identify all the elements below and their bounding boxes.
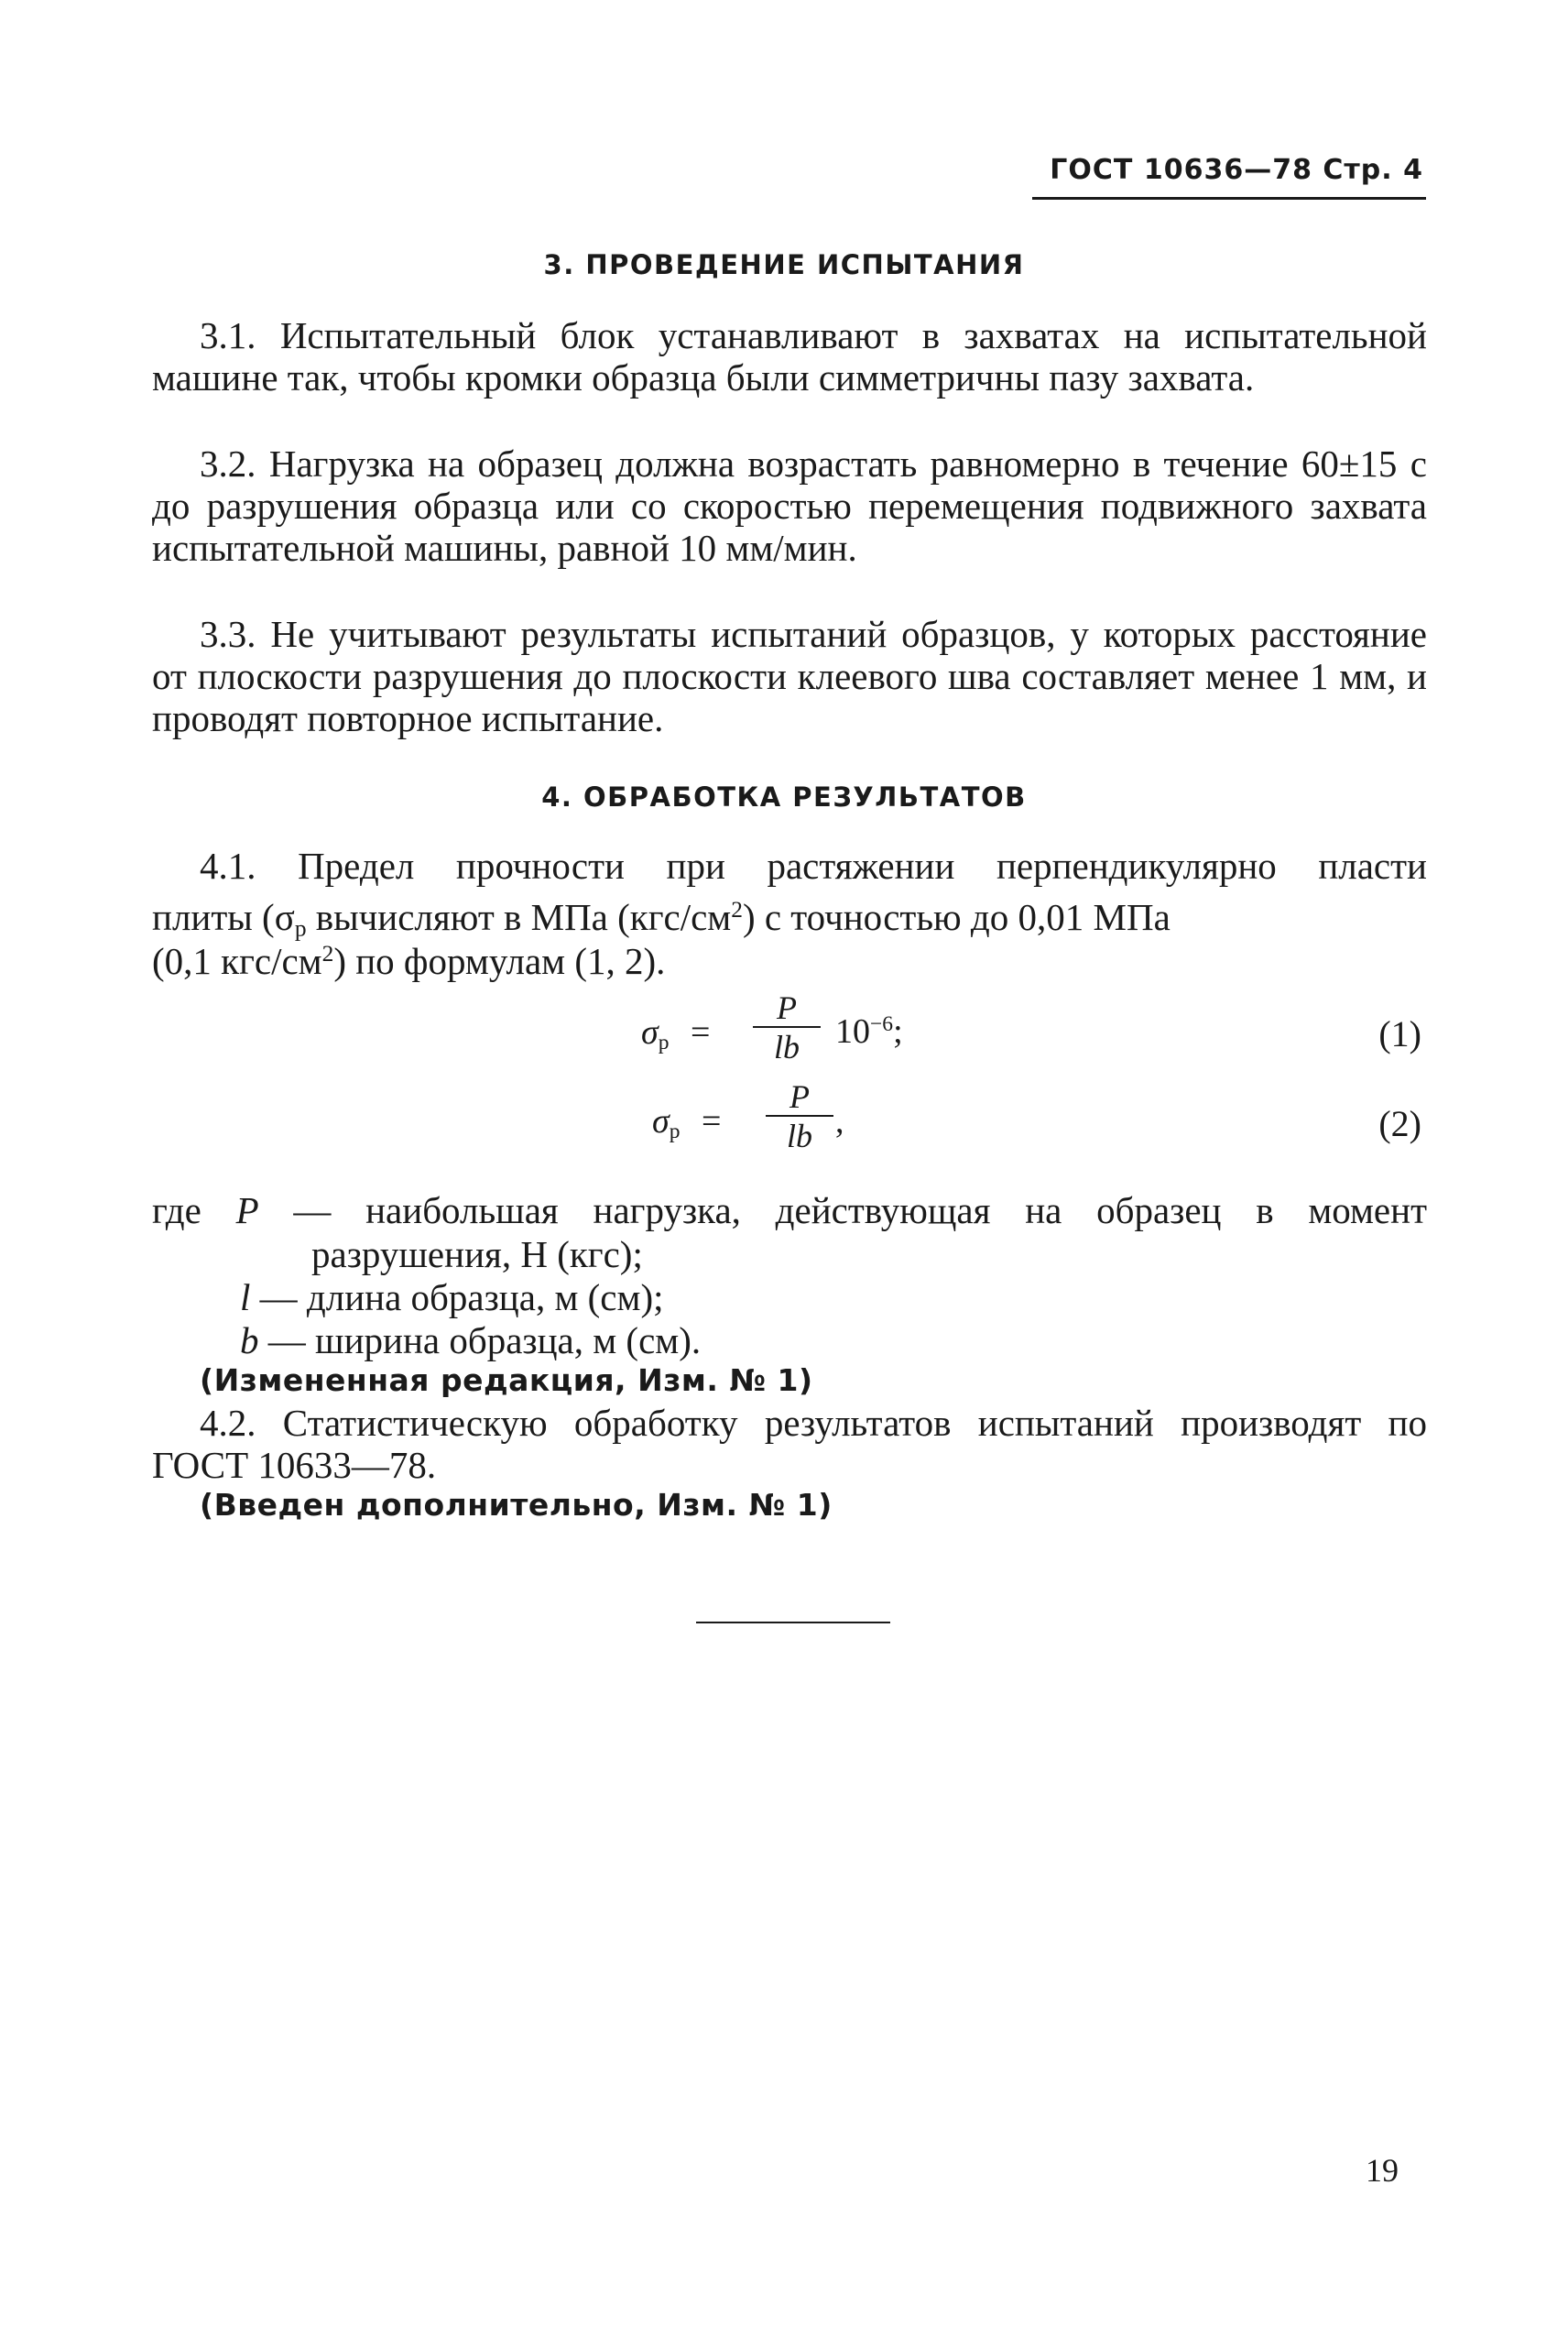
paragraph-4-1-line-1: 4.1. Предел прочности при растяжении перпендикулярно пласти xyxy=(200,845,1427,887)
paragraph-3-1 xyxy=(152,314,1427,399)
section-3-heading: 3. ПРОВЕДЕНИЕ ИСПЫТАНИЯ xyxy=(543,249,1025,280)
paragraph-4-1-line-3: (0,1 кгс/$см^2$) по формулам (1, 2). xyxy=(152,939,666,982)
amendment-note-2: (Введен дополнительно, Изм. № 1) xyxy=(200,1487,833,1523)
paragraph-4-2-text: 4.2. Статистическую обработку результатов испытаний производят по ГОСТ 10633—78. xyxy=(152,1402,1427,1486)
amendment-note-1: (Измененная редакция, Изм. № 1) xyxy=(200,1362,813,1398)
where-b-line: b — ширина образца, м (см). xyxy=(240,1319,702,1361)
paragraph-3-1-text: 3.1. Испытательный блок устанавливают в захватах на испытательной машине так, чтобы кромки образца были симметричны пазу захвата. xyxy=(152,314,1427,399)
where-P-line-2: разрушения, Н (кгс); xyxy=(311,1233,643,1275)
paragraph-3-3-text: 3.3. Не учитывают результаты испытаний образцов, у которых расстояние от плоскости разрушения до плоскости клеевого шва составляет менее 1 мм, и проводят повторное испытание. xyxy=(152,613,1427,739)
section-4-heading: 4. ОБРАБОТКА РЕЗУЛЬТАТОВ xyxy=(541,781,1027,813)
page-header: ГОСТ 10636—78 Стр. 4 xyxy=(1050,154,1423,186)
formula-1-factor: $10^{-6}$; xyxy=(835,1012,903,1051)
formula-2-number: (2) xyxy=(1378,1103,1421,1144)
page-number: 19 xyxy=(1366,2152,1399,2189)
paragraph-4-2 xyxy=(152,1402,1427,1486)
formula-1-fraction: P lb xyxy=(753,989,821,1066)
formula-2-lhs: $\sigma_р$ = xyxy=(652,1102,722,1143)
formula-1-number: (1) xyxy=(1378,1013,1421,1054)
header-rule xyxy=(1032,197,1426,200)
p41-l2-part: плиты ($\sigma_р$ вычисляют в МПа $(кгс/см^2)$ с точностью до 0,01 МПа xyxy=(152,895,1171,942)
symbol-l: l xyxy=(240,1276,251,1318)
formula-2-fraction: P lb xyxy=(766,1078,833,1155)
paragraph-3-3 xyxy=(152,613,1427,739)
where-P-line: где P — наибольшая нагрузка, действующая на образец в момент xyxy=(152,1189,1427,1231)
symbol-b: b xyxy=(240,1319,259,1361)
where-l-line: l — длина образца, м (см); xyxy=(240,1276,664,1318)
paragraph-3-2-text: 3.2. Нагрузка на образец должна возрастать равномерно в течение 60±15 с до разрушения образца или со скоростью перемещения подвижного захвата испытательной машины, равной 10 мм/мин. xyxy=(152,442,1427,569)
formula-2-tail: , xyxy=(835,1102,844,1141)
symbol-P: P xyxy=(235,1189,259,1231)
paragraph-3-2 xyxy=(152,442,1427,569)
formula-1-lhs: $\sigma_р$ = xyxy=(641,1013,711,1054)
end-rule xyxy=(696,1622,890,1623)
